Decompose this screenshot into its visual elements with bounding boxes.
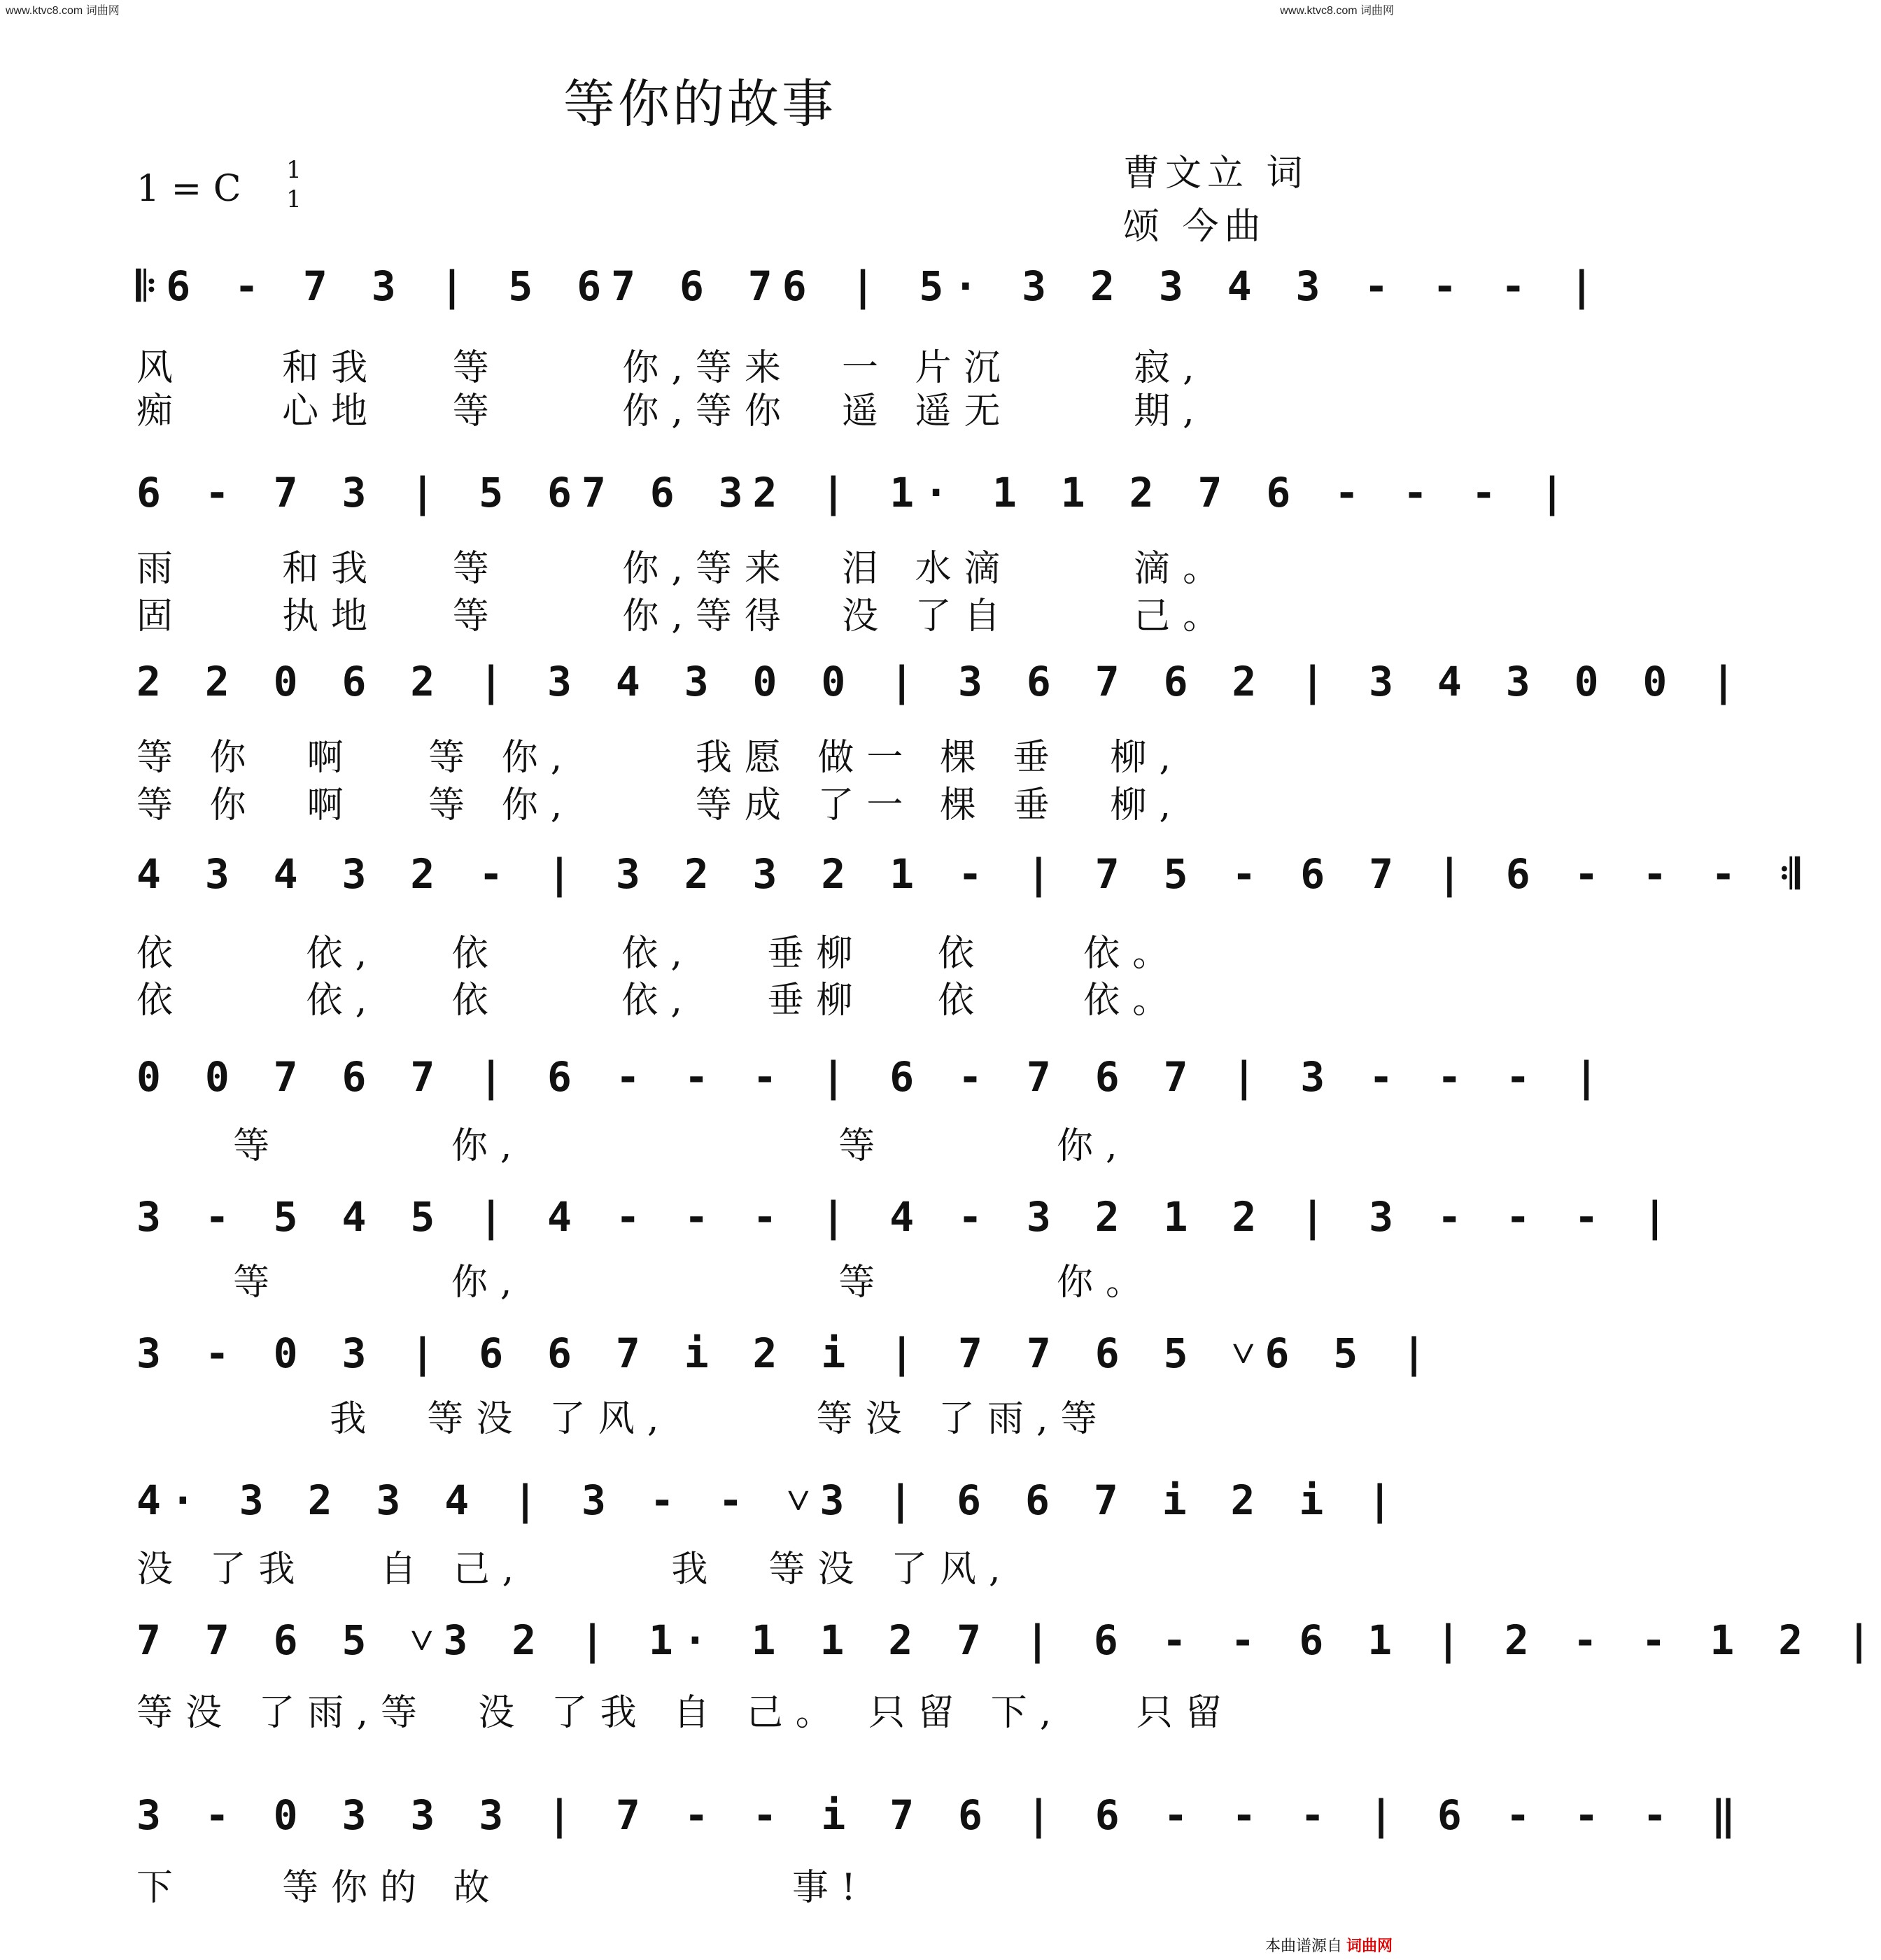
lyric-line-2: 依 依, 依 依, 垂柳 依 依。 xyxy=(136,980,1182,1022)
score-system-2 xyxy=(136,469,1574,651)
credits xyxy=(1123,147,1309,253)
footer-text: 本曲谱源自 xyxy=(1264,1937,1342,1954)
header-left-watermark: www.ktvc8.com 词曲网 xyxy=(6,5,120,17)
lyric-line-1: 等 你, 等 你, xyxy=(136,1125,1130,1167)
score-system-4 xyxy=(136,850,1810,1025)
notes-line: 3 - 0 3 | 6 6 7 i 2 i | 7 7 6 5 ˅6 5 | xyxy=(136,1330,1437,1377)
lyric-line-1: 等 你, 等 你。 xyxy=(136,1262,1155,1304)
time-signature xyxy=(280,155,308,214)
header-right-watermark: www.ktvc8.com 词曲网 xyxy=(1280,5,1394,17)
lyric-line-2: 等 你 啊 等 你, 等成 了一 棵 垂 柳, xyxy=(136,784,1184,826)
notes-line: 𝄆6 - 7 3 | 5 67 6 76 | 5· 3 2 3 4 3 - - - | xyxy=(136,262,1604,310)
lyric-line-2: 痴 心地 等 你,等你 遥 遥无 期, xyxy=(136,390,1207,432)
score-system-10 xyxy=(136,1791,1746,1917)
composer-credit: 颂 今曲 xyxy=(1123,206,1267,248)
lyric-line-1: 没 了我 自 己, 我 等没 了风, xyxy=(136,1549,1013,1591)
lyric-line-1: 下 等你的 故 事! xyxy=(136,1867,868,1909)
notes-line: 7 7 6 5 ˅3 2 | 1· 1 1 2 7 | 6 - - 6 1 | 2 - - 1 2 | xyxy=(136,1616,1881,1664)
notes-line: 4· 3 2 3 4 | 3 - - ˅3 | 6 6 7 i 2 i | xyxy=(136,1476,1402,1524)
notes-line: 3 - 5 4 5 | 4 - - - | 4 - 3 2 1 2 | 3 - - - | xyxy=(136,1193,1677,1241)
notes-line: 3 - 0 3 3 3 | 7 - - i 7 6 | 6 - - - | 6 - - - ‖ xyxy=(136,1791,1746,1839)
key-signature: 1 = C xyxy=(136,168,241,210)
notes-line: 0 0 7 6 7 | 6 - - - | 6 - 7 6 7 | 3 - - - | xyxy=(136,1053,1609,1101)
lyric-line-1: 我 等没 了风, 等没 了雨,等 xyxy=(136,1398,1110,1440)
lyric-line-1: 等没 了雨,等 没 了我 自 己。 只留 下, 只留 xyxy=(136,1692,1234,1734)
score-system-3 xyxy=(136,658,1746,826)
lyric-line-1: 风 和我 等 你,等来 一 片沉 寂, xyxy=(136,347,1207,389)
lyric-line-2: 固 执地 等 你,等得 没 了自 己。 xyxy=(136,595,1232,637)
score-system-6 xyxy=(136,1193,1677,1319)
lyric-line-1: 等 你 啊 等 你, 我愿 做一 棵 垂 柳, xyxy=(136,737,1184,779)
score-system-9 xyxy=(136,1616,1881,1742)
score-system-5 xyxy=(136,1053,1609,1179)
notes-line: 6 - 7 3 | 5 67 6 32 | 1· 1 1 2 7 6 - - - | xyxy=(136,469,1574,516)
lyric-line-1: 雨 和我 等 你,等来 泪 水滴 滴。 xyxy=(136,548,1232,590)
footer-source xyxy=(1265,1934,1393,1956)
score-system-7 xyxy=(136,1330,1437,1455)
score-system-1 xyxy=(136,262,1604,444)
time-signature-top: 1 xyxy=(286,156,302,184)
song-title: 等你的故事 xyxy=(563,74,836,134)
time-signature-bottom: 1 xyxy=(286,185,302,213)
footer-brand: 词曲网 xyxy=(1346,1937,1393,1954)
lyricist-credit: 曹文立 词 xyxy=(1123,153,1309,195)
notes-line: 2 2 0 6 2 | 3 4 3 0 0 | 3 6 7 6 2 | 3 4 3 0 0 | xyxy=(136,658,1746,705)
score-system-8 xyxy=(136,1476,1402,1602)
notes-line: 4 3 4 3 2 - | 3 2 3 2 1 - | 7 5 - 6 7 | 6 - - - 𝄇 xyxy=(136,850,1810,898)
lyric-line-1: 依 依, 依 依, 垂柳 依 依。 xyxy=(136,933,1182,975)
